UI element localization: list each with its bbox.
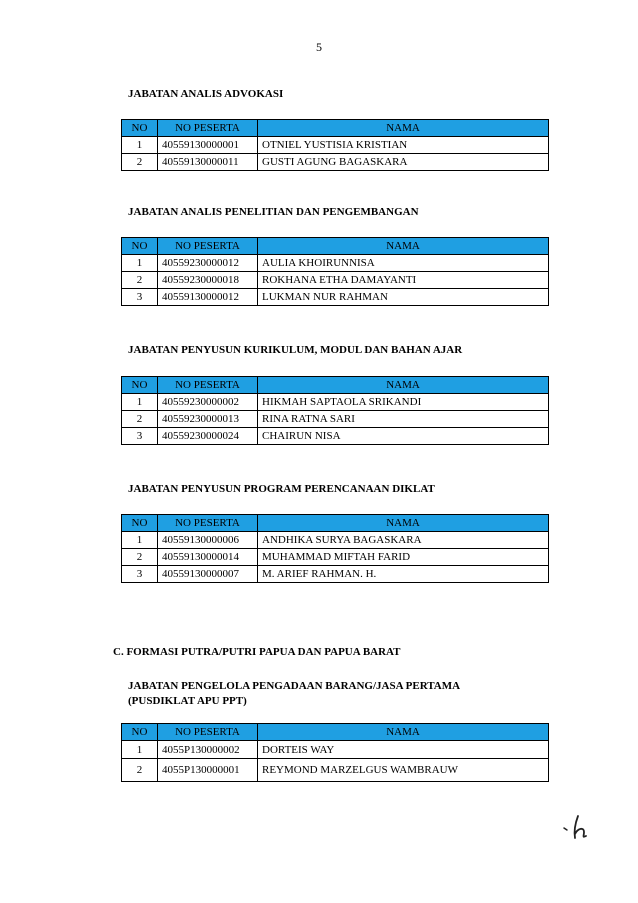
cell-nama: OTNIEL YUSTISIA KRISTIAN <box>258 137 549 154</box>
cell-peserta: 40559230000012 <box>158 255 258 272</box>
column-header-peserta: NO PESERTA <box>158 515 258 532</box>
participants-table <box>121 119 549 171</box>
page-number: 5 <box>316 40 322 54</box>
cell-peserta: 40559130000006 <box>158 532 258 549</box>
cell-nama: LUKMAN NUR RAHMAN <box>258 289 549 306</box>
column-header-peserta: NO PESERTA <box>158 377 258 394</box>
table-row <box>122 428 549 445</box>
cell-nama: HIKMAH SAPTAOLA SRIKANDI <box>258 394 549 411</box>
table-row <box>122 549 549 566</box>
table-row <box>122 411 549 428</box>
cell-peserta: 40559230000024 <box>158 428 258 445</box>
signature-mark <box>560 812 600 842</box>
section-heading: JABATAN PENYUSUN PROGRAM PERENCANAAN DIKLAT <box>128 483 435 495</box>
cell-no: 2 <box>122 272 158 289</box>
column-header-peserta: NO PESERTA <box>158 238 258 255</box>
column-header-nama: NAMA <box>258 120 549 137</box>
cell-nama: ROKHANA ETHA DAMAYANTI <box>258 272 549 289</box>
column-header-no: NO <box>122 724 158 741</box>
cell-no: 1 <box>122 137 158 154</box>
cell-no: 2 <box>122 759 158 782</box>
column-header-nama: NAMA <box>258 377 549 394</box>
cell-no: 2 <box>122 154 158 171</box>
table-row <box>122 137 549 154</box>
section-heading: JABATAN ANALIS PENELITIAN DAN PENGEMBANGAN <box>128 206 419 218</box>
cell-no: 1 <box>122 255 158 272</box>
cell-nama: DORTEIS WAY <box>258 741 549 759</box>
table-header-row <box>122 238 549 255</box>
cell-nama: REYMOND MARZELGUS WAMBRAUW <box>258 759 549 782</box>
column-header-no: NO <box>122 515 158 532</box>
participants-table <box>121 723 549 782</box>
table-row <box>122 394 549 411</box>
column-header-no: NO <box>122 377 158 394</box>
cell-no: 3 <box>122 428 158 445</box>
table-row <box>122 741 549 759</box>
cell-nama: ANDHIKA SURYA BAGASKARA <box>258 532 549 549</box>
cell-no: 1 <box>122 532 158 549</box>
cell-no: 2 <box>122 549 158 566</box>
column-header-peserta: NO PESERTA <box>158 724 258 741</box>
cell-peserta: 40559130000014 <box>158 549 258 566</box>
table-header-row <box>122 515 549 532</box>
column-header-no: NO <box>122 120 158 137</box>
table-row <box>122 272 549 289</box>
cell-peserta: 40559130000001 <box>158 137 258 154</box>
column-header-peserta: NO PESERTA <box>158 120 258 137</box>
cell-no: 3 <box>122 289 158 306</box>
section-c-heading-line1: JABATAN PENGELOLA PENGADAAN BARANG/JASA PERTAMA <box>128 680 461 692</box>
cell-peserta: 4055P130000002 <box>158 741 258 759</box>
cell-no: 1 <box>122 394 158 411</box>
section-c-heading <box>128 679 460 709</box>
participants-table <box>121 237 549 306</box>
cell-nama: MUHAMMAD MIFTAH FARID <box>258 549 549 566</box>
table-header-row <box>122 377 549 394</box>
section-heading: JABATAN PENYUSUN KURIKULUM, MODUL DAN BAHAN AJAR <box>128 344 463 356</box>
cell-nama: M. ARIEF RAHMAN. H. <box>258 566 549 583</box>
column-header-nama: NAMA <box>258 515 549 532</box>
section-c-title: C. FORMASI PUTRA/PUTRI PAPUA DAN PAPUA BARAT <box>113 646 401 658</box>
cell-no: 1 <box>122 741 158 759</box>
column-header-nama: NAMA <box>258 724 549 741</box>
participants-table <box>121 376 549 445</box>
cell-peserta: 40559130000012 <box>158 289 258 306</box>
table-header-row <box>122 120 549 137</box>
cell-nama: AULIA KHOIRUNNISA <box>258 255 549 272</box>
cell-peserta: 40559230000018 <box>158 272 258 289</box>
table-row <box>122 154 549 171</box>
cell-peserta: 40559130000007 <box>158 566 258 583</box>
column-header-no: NO <box>122 238 158 255</box>
section-c-heading-line2: (PUSDIKLAT APU PPT) <box>128 695 247 707</box>
table-row <box>122 759 549 782</box>
column-header-nama: NAMA <box>258 238 549 255</box>
cell-peserta: 4055P130000001 <box>158 759 258 782</box>
cell-peserta: 40559230000013 <box>158 411 258 428</box>
cell-no: 3 <box>122 566 158 583</box>
section-heading: JABATAN ANALIS ADVOKASI <box>128 88 284 100</box>
table-row <box>122 532 549 549</box>
table-row <box>122 255 549 272</box>
cell-nama: CHAIRUN NISA <box>258 428 549 445</box>
table-row <box>122 566 549 583</box>
cell-peserta: 40559130000011 <box>158 154 258 171</box>
cell-nama: GUSTI AGUNG BAGASKARA <box>258 154 549 171</box>
participants-table <box>121 514 549 583</box>
cell-no: 2 <box>122 411 158 428</box>
table-row <box>122 289 549 306</box>
cell-peserta: 40559230000002 <box>158 394 258 411</box>
cell-nama: RINA RATNA SARI <box>258 411 549 428</box>
table-header-row <box>122 724 549 741</box>
